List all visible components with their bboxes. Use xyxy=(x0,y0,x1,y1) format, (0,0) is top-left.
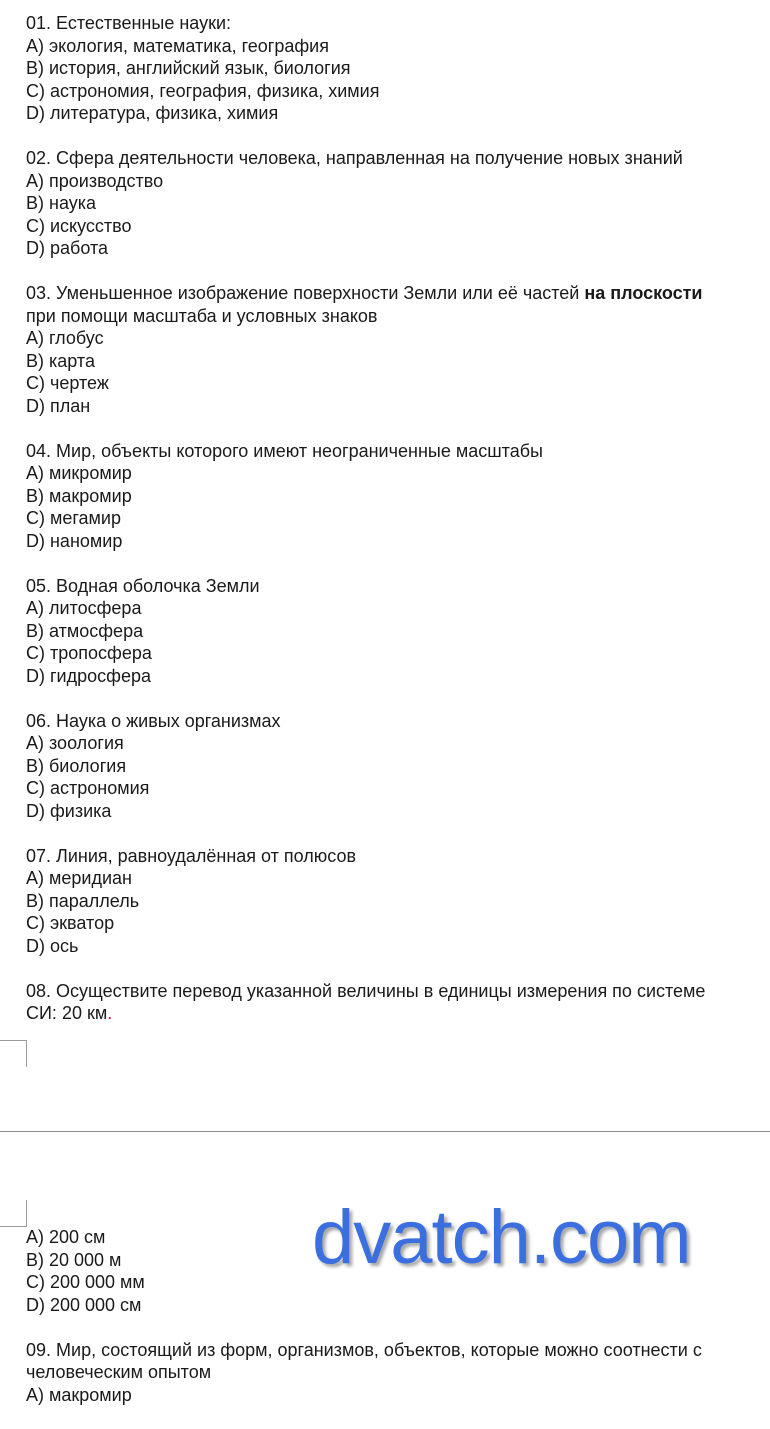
answer-option: B) макромир xyxy=(26,485,132,506)
answer-option: B) атмосфера xyxy=(26,620,144,641)
question-title: 07. Линия, равноудалённая от полюсов xyxy=(26,845,357,866)
answer-option: B) карта xyxy=(26,350,95,371)
answer-option: A) экология, математика, география xyxy=(26,35,329,56)
question-04 xyxy=(26,440,770,553)
question-title-line2: при помощи масштаба и условных знаков xyxy=(26,305,378,326)
question-title-text: 03. Уменьшенное изображение поверхности Земли или её частей xyxy=(26,283,585,303)
question-05 xyxy=(26,575,770,688)
question-08 xyxy=(26,980,770,1025)
answer-option: B) биология xyxy=(26,755,127,776)
question-01 xyxy=(26,12,770,125)
red-period-mark: . xyxy=(107,1003,113,1023)
question-title: 01. Естественные науки: xyxy=(26,13,232,33)
answer-option: C) искусство xyxy=(26,215,132,236)
question-title xyxy=(26,282,770,305)
question-title-bold: на плоскости xyxy=(584,283,703,303)
question-02 xyxy=(26,147,770,260)
answer-option: D) физика xyxy=(26,800,112,821)
page-corner-marker xyxy=(0,1040,27,1067)
question-title-line2: человеческим опытом xyxy=(26,1362,212,1382)
answer-option: B) наука xyxy=(26,193,97,213)
answer-option: A) микромир xyxy=(26,463,132,483)
question-title: 09. Мир, состоящий из форм, организмов, объектов, которые можно соотнести с xyxy=(26,1339,702,1360)
answer-option: C) астрономия xyxy=(26,778,150,798)
document-page-top xyxy=(26,12,770,1047)
question-title: 05. Водная оболочка Земли xyxy=(26,575,260,596)
answer-option: A) макромир xyxy=(26,1384,132,1405)
answer-option: D) литература, физика, химия xyxy=(26,103,279,123)
answer-option: D) план xyxy=(26,395,91,416)
question-title: 06. Наука о живых организмах xyxy=(26,710,281,731)
answer-option: C) экватор xyxy=(26,913,115,933)
answer-option: A) глобус xyxy=(26,328,104,348)
answer-option: A) меридиан xyxy=(26,868,132,888)
answer-option: C) 200 000 мм xyxy=(26,1272,145,1292)
question-title: 08. Осуществите перевод указанной величины в единицы измерения по системе xyxy=(26,980,706,1001)
answer-option: D) гидросфера xyxy=(26,665,151,686)
answer-option: A) 200 см xyxy=(26,1227,106,1247)
answer-option: A) литосфера xyxy=(26,598,142,618)
answer-option: A) производство xyxy=(26,170,164,191)
answer-option: D) наномир xyxy=(26,530,123,551)
answer-option: D) ось xyxy=(26,935,79,956)
question-title-line2 xyxy=(26,1002,770,1025)
question-title: 02. Сфера деятельности человека, направленная на получение новых знаний xyxy=(26,148,683,168)
question-06 xyxy=(26,710,770,823)
answer-option: B) история, английский язык, биология xyxy=(26,58,351,78)
answer-option: D) работа xyxy=(26,238,108,258)
answer-option: B) параллель xyxy=(26,890,140,911)
question-title: 04. Мир, объекты которого имеют неограниченные масштабы xyxy=(26,440,543,461)
question-09 xyxy=(26,1339,770,1407)
watermark-logo: dvatch.com xyxy=(312,1195,691,1280)
answer-option: C) чертеж xyxy=(26,373,109,393)
page-break-line xyxy=(0,1131,770,1132)
answer-option: C) тропосфера xyxy=(26,643,152,663)
answer-option: C) астрономия, география, физика, химия xyxy=(26,80,380,101)
question-03 xyxy=(26,282,770,417)
answer-option: B) 20 000 м xyxy=(26,1249,122,1270)
answer-option: D) 200 000 см xyxy=(26,1294,142,1315)
answer-option: A) зоология xyxy=(26,733,124,753)
page-corner-marker xyxy=(0,1200,27,1227)
question-title-text: СИ: 20 км xyxy=(26,1003,108,1023)
answer-option: C) мегамир xyxy=(26,508,122,528)
question-07 xyxy=(26,845,770,958)
